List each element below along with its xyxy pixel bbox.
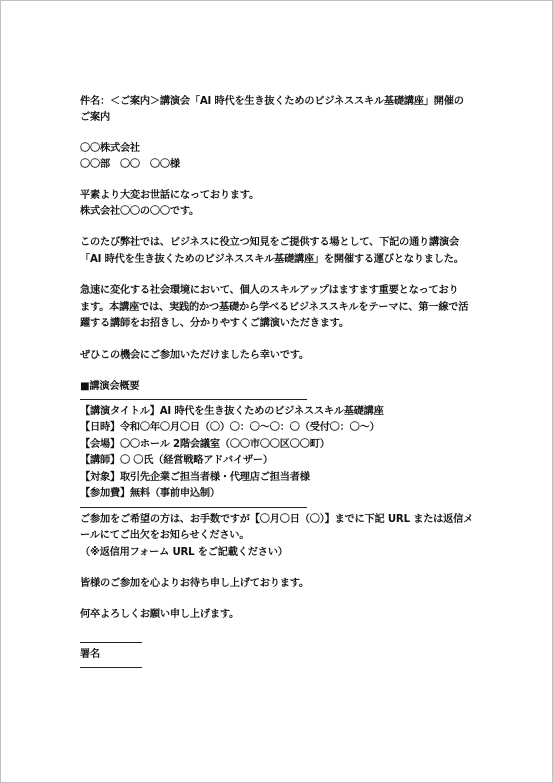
reply-note: （※返信用フォーム URL をご記載ください） bbox=[80, 546, 288, 558]
body-line: 急速に変化する社会環境において、個人のスキルアップはますます重要となっており bbox=[80, 285, 459, 296]
intro-line: このたび弊社では、ビジネスに役立つ知見をご提供する場として、下記の通り講演会 bbox=[80, 237, 460, 248]
intro-line: 「AI 時代を生き抜くためのビジネススキル基礎講座」を開催する運びとなりました。 bbox=[80, 253, 464, 265]
invite-line: ぜひこの機会にご参加いただけましたら幸いです。 bbox=[80, 349, 309, 361]
subject-line-cont: ご案内 bbox=[80, 112, 110, 123]
reply-line: ご参加をご希望の方は、お手数ですが【〇月〇日（〇）】までに下記 URL または返信メ bbox=[80, 513, 474, 525]
overview-top-rule bbox=[80, 399, 307, 400]
detail-venue: 【会場】〇〇ホール 2階会議室（〇〇市〇〇区〇〇町） bbox=[80, 438, 330, 450]
overview-details bbox=[80, 404, 480, 503]
detail-title: 【講演タイトル】AI 時代を生き抜くためのビジネススキル基礎講座 bbox=[80, 405, 384, 417]
overview-bottom-rule bbox=[80, 507, 307, 508]
overview-heading: ■講演会概要 bbox=[80, 380, 140, 392]
detail-fee: 【参加費】無料（事前申込制） bbox=[80, 488, 220, 499]
signature: 署名 bbox=[80, 649, 100, 660]
sender-intro: 株式会社〇〇の〇〇です。 bbox=[80, 206, 200, 217]
detail-speaker: 【講師】〇 〇氏（経営戦略アドバイザー） bbox=[80, 455, 273, 466]
body-line: 躍する講師をお招きし、分かりやすくご講演いただきます。 bbox=[80, 318, 349, 329]
closing-line: 皆様のご参加を心よりお待ち申し上げております。 bbox=[80, 578, 309, 589]
closing-line: 何卒よろしくお願い申し上げます。 bbox=[80, 609, 239, 620]
signature-bottom-rule bbox=[80, 667, 142, 668]
subject-line: 件名：＜ご案内＞講演会「AI 時代を生き抜くためのビジネススキル基礎講座」開催の bbox=[80, 96, 464, 107]
body-line: ます。本講座では、実践的かつ基礎から学べるビジネススキルをテーマに、第一線で活 bbox=[80, 301, 469, 313]
recipient-company: 〇〇株式会社 bbox=[80, 143, 140, 154]
reply-line: ールにてご出欠をお知らせください。 bbox=[80, 530, 250, 541]
detail-audience: 【対象】取引先企業ご担当者様・代理店ご担当者様 bbox=[80, 471, 310, 483]
reply-paragraph bbox=[80, 512, 480, 562]
greeting-line: 平素より大変お世話になっております。 bbox=[80, 190, 259, 201]
email-body bbox=[80, 94, 480, 672]
detail-datetime: 【日時】令和〇年〇月〇日（〇）〇：〇～〇：〇（受付〇：〇～） bbox=[80, 422, 380, 433]
body-paragraph bbox=[80, 283, 480, 333]
intro-paragraph bbox=[80, 235, 480, 268]
recipient-person: 〇〇部 〇〇 〇〇様 bbox=[80, 159, 180, 170]
signature-top-rule bbox=[80, 642, 142, 643]
